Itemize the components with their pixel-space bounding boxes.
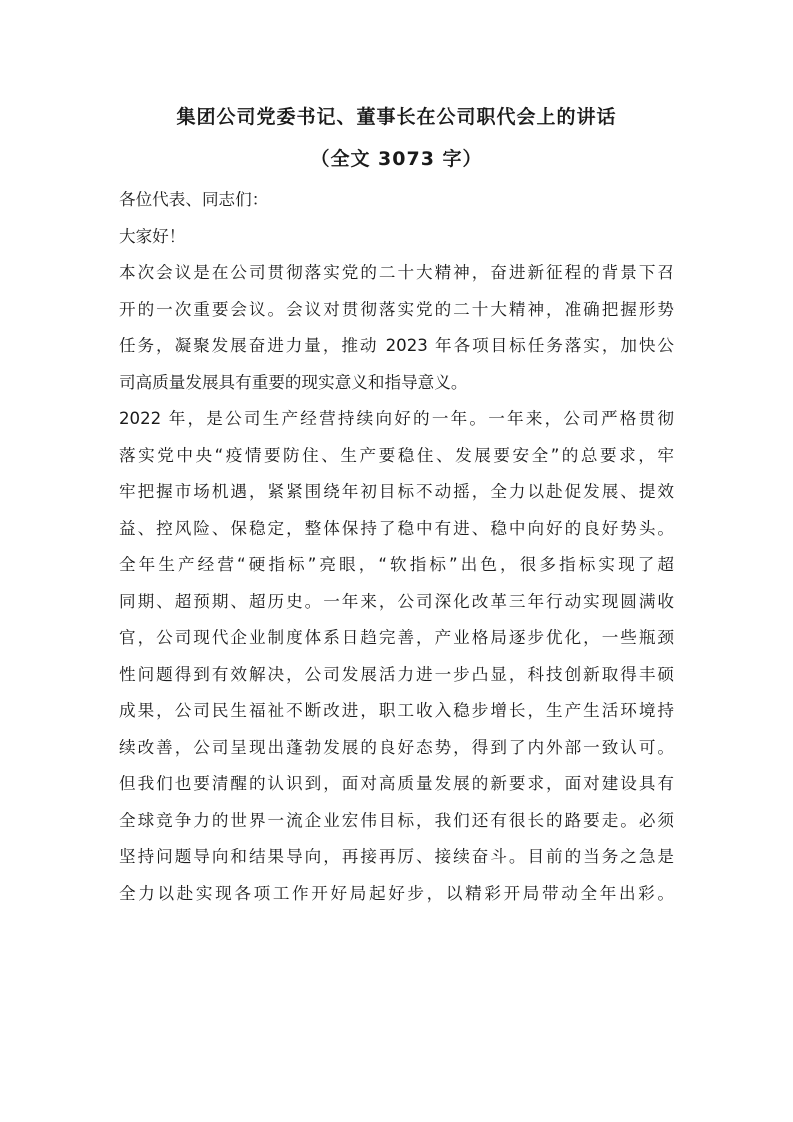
paragraph-line: 任务，凝聚发展奋进力量，推动 2023 年各项目标任务落实，加快公	[119, 336, 674, 355]
paragraph-line: 牢把握市场机遇，紧紧围绕年初目标不动摇，全力以赴促发展、提效	[119, 482, 674, 501]
paragraph-line: 大家好！	[119, 226, 186, 246]
document-title: 集团公司党委书记、董事长在公司职代会上的讲话	[176, 106, 617, 128]
document-body	[119, 182, 674, 912]
paragraph-line: 性问题得到有效解决，公司发展活力进一步凸显，科技创新取得丰硕	[119, 664, 674, 684]
paragraph-line: 成果，公司民生福祉不断改进，职工收入稳步增长，生产生活环境持	[119, 701, 674, 720]
paragraph-line: 官，公司现代企业制度体系日趋完善，产业格局逐步优化，一些瓶颈	[119, 628, 674, 647]
document-subtitle: （全文 3073 字）	[310, 148, 483, 170]
paragraph-line: 益、控风险、保稳定，整体保持了稳中有进、稳中向好的良好势头。	[119, 518, 674, 538]
paragraph-line: 落实党中央“疫情要防住、生产要稳住、发展要安全”的总要求，牢	[119, 445, 674, 465]
paragraph-line: 各位代表、同志们：	[119, 190, 269, 209]
paragraph-line: 司高质量发展具有重要的现实意义和指导意义。	[119, 372, 468, 392]
paragraph-line: 2022 年，是公司生产经营持续向好的一年。一年来，公司严格贯彻	[119, 409, 674, 428]
paragraph-line: 开的一次重要会议。会议对贯彻落实党的二十大精神，准确把握形势	[119, 299, 674, 319]
paragraph-line: 但我们也要清醒的认识到，面对高质量发展的新要求，面对建设具有	[119, 774, 674, 793]
paragraph-line: 续改善，公司呈现出蓬勃发展的良好态势，得到了内外部一致认可。	[119, 737, 674, 757]
paragraph-line: 全力以赴实现各项工作开好局起好步，以精彩开局带动全年出彩。	[119, 883, 674, 903]
paragraph-line: 本次会议是在公司贯彻落实党的二十大精神，奋进新征程的背景下召	[119, 263, 674, 282]
paragraph-line: 坚持问题导向和结果导向，再接再厉、接续奋斗。目前的当务之急是	[119, 847, 674, 866]
paragraph-line: 全年生产经营“硬指标”亮眼，“软指标”出色，很多指标实现了超	[119, 555, 674, 574]
paragraph-line: 同期、超预期、超历史。一年来，公司深化改革三年行动实现圆满收	[119, 591, 674, 611]
paragraph-line: 全球竞争力的世界一流企业宏伟目标，我们还有很长的路要走。必须	[119, 810, 674, 830]
